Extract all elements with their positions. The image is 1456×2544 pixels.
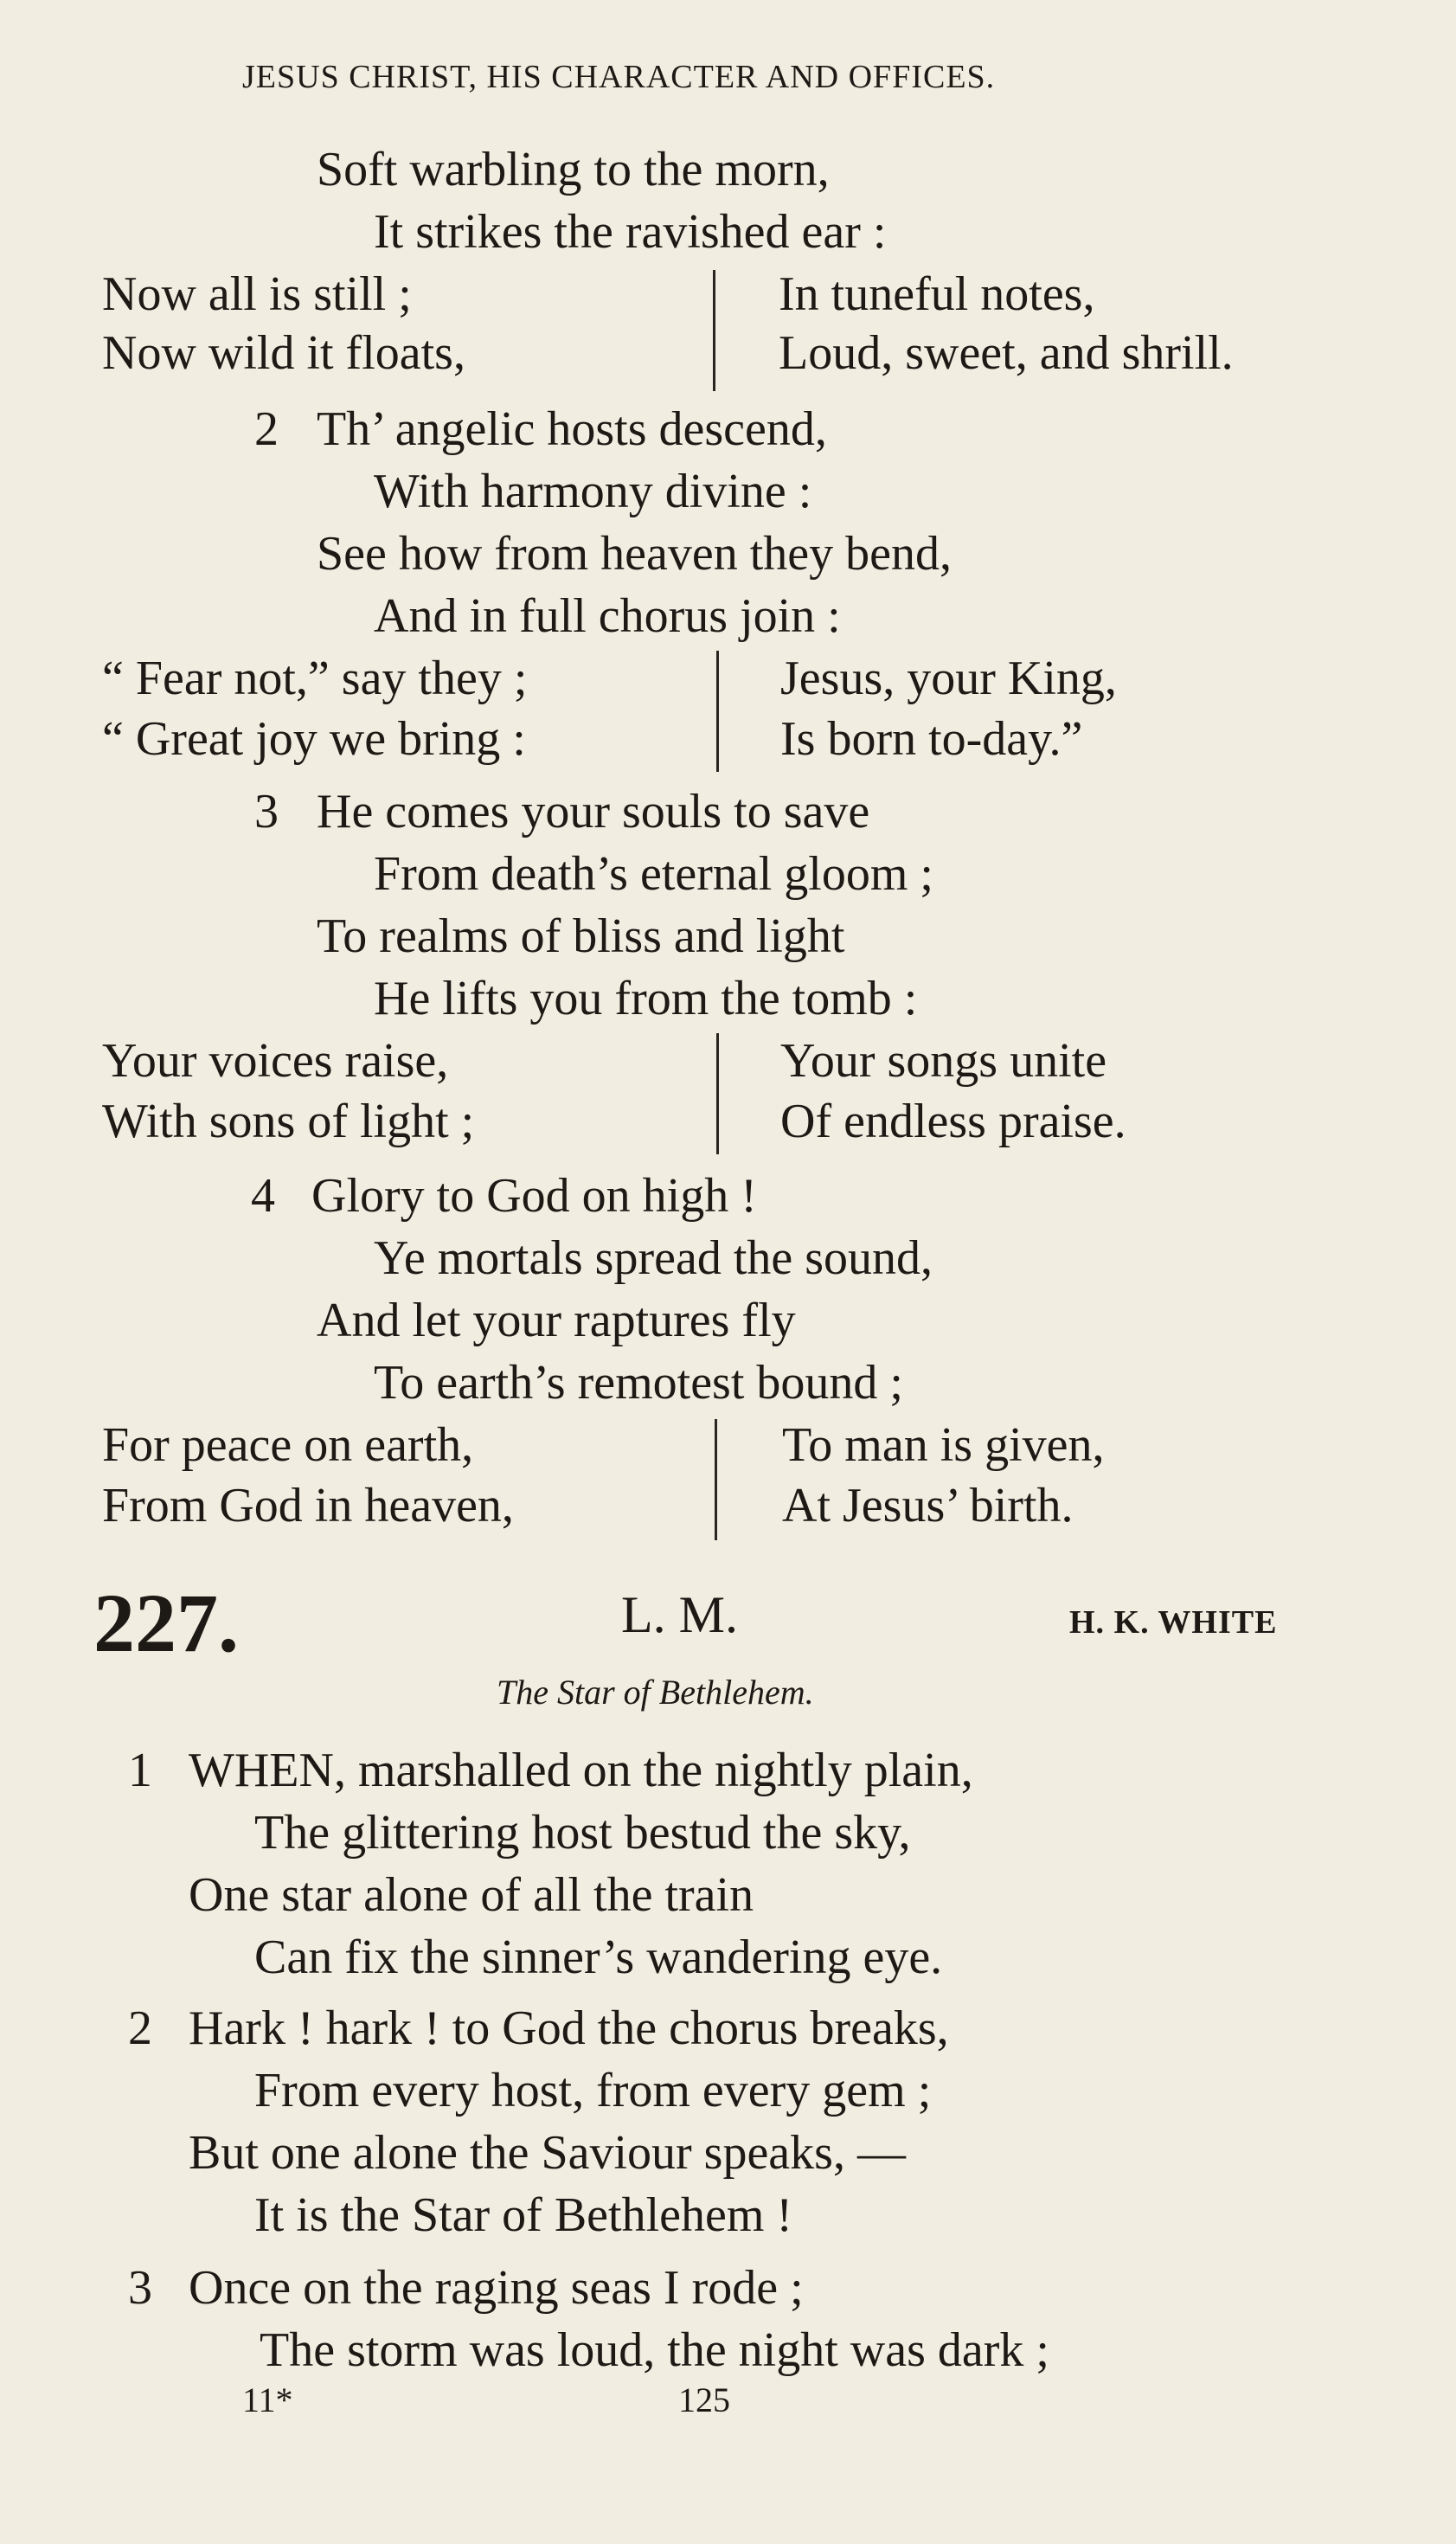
verse-line: And let your raptures fly [317, 1294, 796, 1347]
verse-line: Th’ angelic hosts descend, [317, 402, 827, 456]
stanza-number: 4 [251, 1169, 275, 1223]
split-divider [715, 1419, 717, 1540]
verse-split-left: With sons of light ; [102, 1095, 475, 1148]
verse-split-right: Loud, sweet, and shrill. [779, 326, 1234, 380]
stanza-number: 1 [128, 1744, 152, 1797]
stanza-number: 2 [128, 2001, 152, 2055]
verse-line: From death’s eternal gloom ; [374, 847, 933, 901]
stanza-number: 3 [254, 785, 279, 838]
verse-split-right: At Jesus’ birth. [782, 1479, 1074, 1532]
verse-split-left: For peace on earth, [102, 1418, 474, 1472]
verse-split-left: Your voices raise, [102, 1034, 449, 1088]
page-number: 125 [678, 2380, 730, 2419]
verse-line: Ye mortals spread the sound, [374, 1231, 933, 1285]
verse-line: With harmony divine : [374, 465, 812, 518]
verse-split-left: Now all is still ; [102, 267, 412, 321]
verse-line: Once on the raging seas I rode ; [189, 2261, 804, 2315]
running-header: JESUS CHRIST, HIS CHARACTER AND OFFICES. [242, 59, 996, 95]
hymn-title: The Star of Bethlehem. [497, 1673, 814, 1712]
verse-line: One star alone of all the train [189, 1868, 754, 1922]
verse-line: To realms of bliss and light [317, 909, 845, 963]
verse-split-left: Now wild it floats, [102, 326, 465, 380]
verse-split-right: Is born to-day.” [780, 712, 1083, 766]
verse-line: He lifts you from the tomb : [374, 972, 918, 1025]
hymn-author: H. K. WHITE [1069, 1604, 1278, 1641]
verse-split-right: In tuneful notes, [779, 267, 1095, 321]
verse-line: Hark ! hark ! to God the chorus breaks, [189, 2001, 949, 2055]
verse-split-right: Your songs unite [780, 1034, 1107, 1088]
verse-line: He comes your souls to save [317, 785, 870, 838]
verse-line: Soft warbling to the morn, [317, 143, 830, 196]
verse-line: To earth’s remotest bound ; [374, 1356, 903, 1410]
verse-line: WHEN, marshalled on the nightly plain, [189, 1744, 973, 1797]
stanza-number: 3 [128, 2261, 152, 2315]
verse-split-right: Of endless praise. [780, 1095, 1126, 1148]
verse-line: But one alone the Saviour speaks, — [189, 2126, 906, 2180]
verse-line: Can fix the sinner’s wandering eye. [254, 1930, 943, 1984]
verse-split-left: “ Great joy we bring : [102, 712, 526, 766]
verse-line: The glittering host bestud the sky, [254, 1806, 911, 1860]
hymn-meter: L. M. [621, 1586, 738, 1643]
verse-line: It strikes the ravished ear : [374, 205, 887, 259]
verse-line: It is the Star of Bethlehem ! [254, 2188, 793, 2242]
split-divider [713, 270, 715, 391]
verse-split-right: To man is given, [782, 1418, 1105, 1472]
split-divider [716, 651, 719, 772]
stanza-number: 2 [254, 402, 279, 456]
verse-line: See how from heaven they bend, [317, 527, 952, 581]
verse-split-left: From God in heaven, [102, 1479, 514, 1532]
verse-line: The storm was loud, the night was dark ; [260, 2323, 1049, 2377]
hymn-number: 227. [93, 1577, 239, 1669]
verse-line: From every host, from every gem ; [254, 2064, 932, 2117]
verse-line: Glory to God on high ! [311, 1169, 757, 1223]
signature-mark: 11* [242, 2380, 293, 2419]
verse-line: And in full chorus join : [374, 589, 841, 643]
verse-split-left: “ Fear not,” say they ; [102, 652, 528, 705]
split-divider [716, 1033, 719, 1154]
verse-split-right: Jesus, your King, [780, 652, 1117, 705]
